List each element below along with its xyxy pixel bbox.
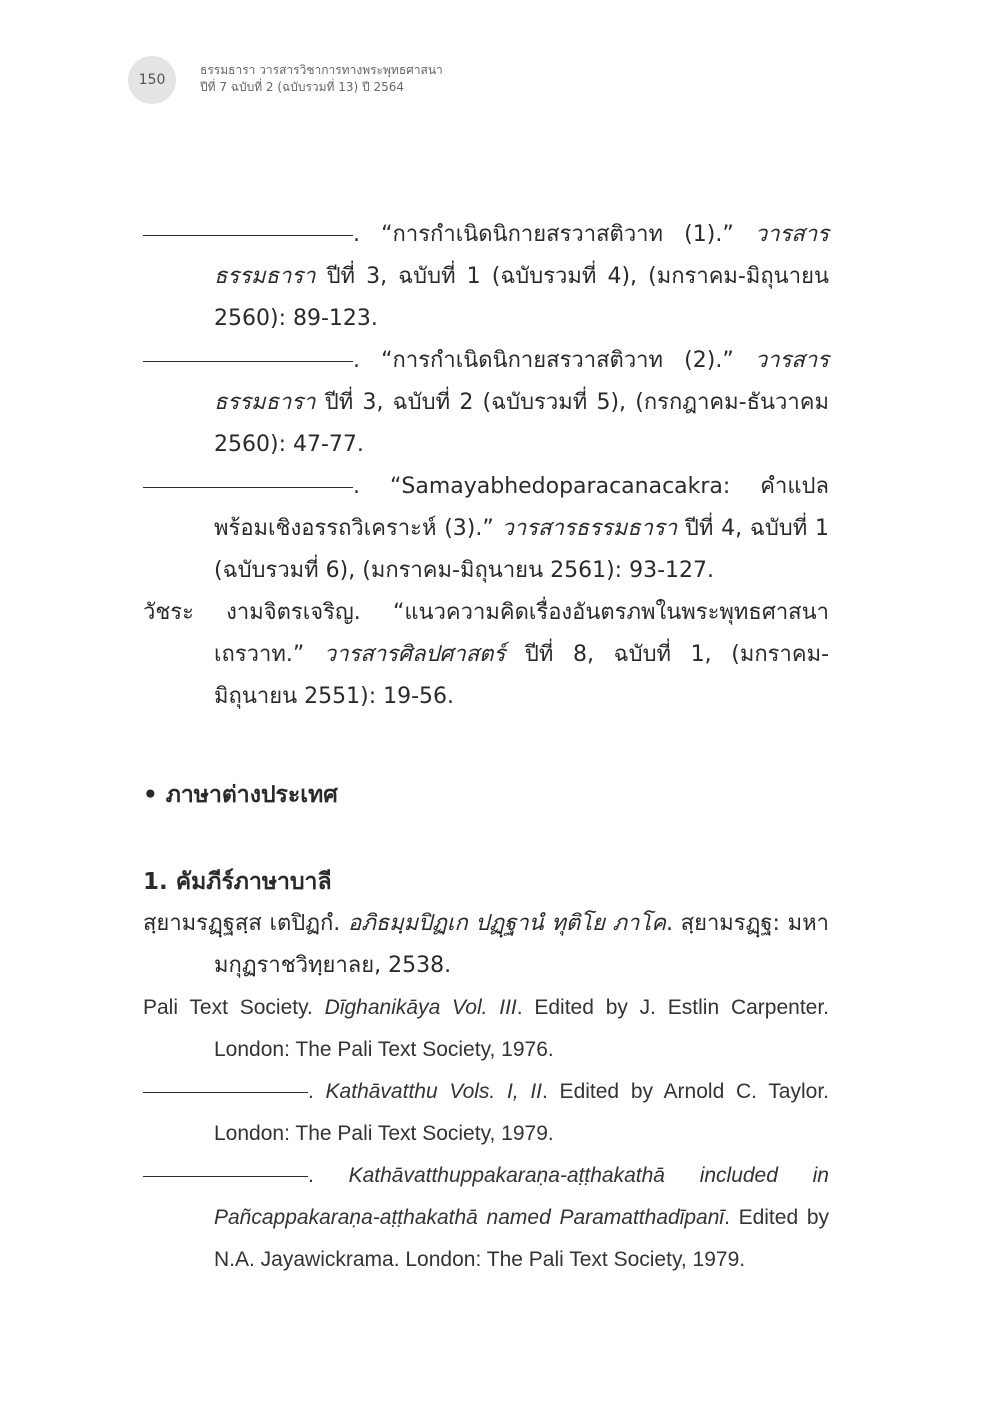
book-title: อภิธมฺมปิฏเก ปฏฺฐานํ ทุติโย ภาโค [348,911,666,936]
journal-title: ธรรมธารา วารสารวิชาการทางพระพุทธศาสนา [200,63,443,77]
running-header [200,62,443,96]
journal-title: วารสารธรรมธารา [214,348,829,415]
author-repeat-rule [143,1092,308,1093]
author: วัชระ งามจิตรเจริญ. [143,600,361,625]
journal-title: วารสารธรรมธารา [501,516,678,541]
author-repeat-rule [143,487,353,488]
author-repeat-rule [143,361,353,362]
book-title: Kathāvatthu Vols. I, II [325,1080,543,1103]
reference-entry: สฺยามรฏฺฐสฺส เตปิฏกํ. อภิธมฺมปิฏเก ปฏฺฐานํ ทุติโย ภาโค. สฺยามรฏฺฐ: มหามกุฏราชวิทฺยาลย, 2538. [143,911,829,978]
author-repeat-rule [143,235,353,236]
journal-title: วารสารศิลปศาสตร์ [323,642,506,667]
page-number: 150 [138,72,166,88]
journal-title: วารสารธรรมธารา [214,222,829,289]
book-title: Dīghanikāya Vol. III [324,996,517,1019]
author-repeat-rule [143,1176,308,1177]
reference-entry: . Kathāvatthuppakaraṇa-aṭṭhakathā included in Pañcappakaraṇa-aṭṭhakathā named Paramatthadīpanī. Edited by N.A. Jayawickrama. London: The Pali Text Society, 1979. [143,1155,829,1281]
issue-info: ปีที่ 7 ฉบับที่ 2 (ฉบับรวมที่ 13) ปี 2564 [200,80,405,94]
section-heading-foreign: • ภาษาต่างประเทศ [143,782,338,808]
reference-entry: . “Samayabhedoparacanacakra: คำแปลพร้อมเชิงอรรถวิเคราะห์ (3).” วารสารธรรมธารา ปีที่ 4, ฉบับที่ 1 (ฉบับรวมที่ 6), (มกราคม-มิถุนายน 2561): 93-127. [143,466,829,592]
reference-entry: Pali Text Society. Dīghanikāya Vol. III. Edited by J. Estlin Carpenter. London: The Pali Text Society, 1976. [143,996,830,1061]
subsection-heading-pali: 1. คัมภีร์ภาษาบาลี [143,869,332,895]
bibliography [143,214,829,1281]
reference-entry: วัชระ งามจิตรเจริญ. “แนวความคิดเรื่องอันตรภพในพระพุทธศาสนาเถรวาท.” วารสารศิลปศาสตร์ ปีที่ 8, ฉบับที่ 1, (มกราคม-มิถุนายน 2551): 19-56. [143,600,830,709]
reference-entry: . “การกำเนิดนิกายสรวาสติวาท (1).” วารสารธรรมธารา ปีที่ 3, ฉบับที่ 1 (ฉบับรวมที่ 4), (มกราคม-มิถุนายน 2560): 89-123. [143,214,829,340]
book-title: Kathāvatthuppakaraṇa-aṭṭhakathā included in Pañcappakaraṇa-aṭṭhakathā named Paramatthadīpanī [214,1164,829,1229]
reference-entry: . Kathāvatthu Vols. I, II. Edited by Arnold C. Taylor. London: The Pali Text Society, 1979. [143,1071,829,1155]
reference-entry: . “การกำเนิดนิกายสรวาสติวาท (2).” วารสารธรรมธารา ปีที่ 3, ฉบับที่ 2 (ฉบับรวมที่ 5), (กรกฎาคม-ธันวาคม 2560): 47-77. [143,340,829,466]
page-number-badge [128,56,176,104]
